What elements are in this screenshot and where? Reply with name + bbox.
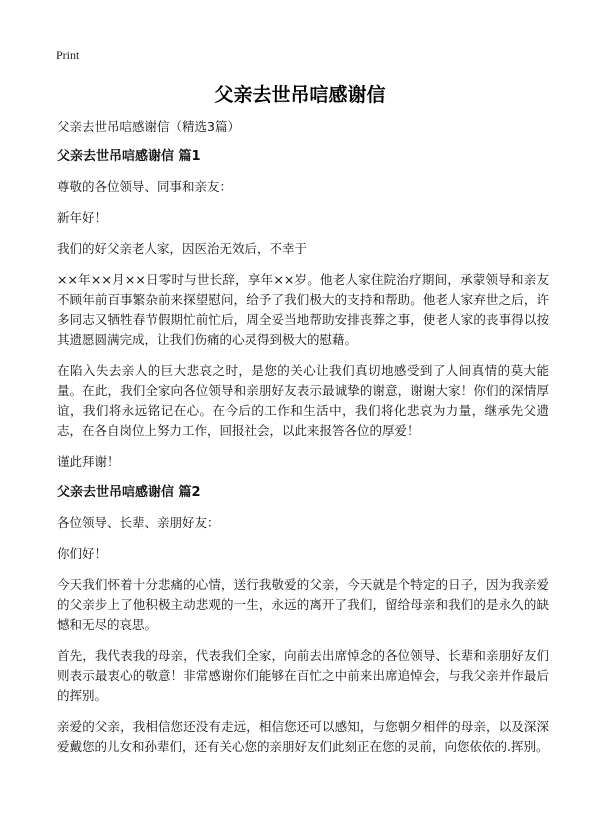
section-1 xyxy=(57,147,549,472)
article-body xyxy=(57,117,549,768)
body-paragraph: 我们的好父亲老人家，因医治无效后，不幸于 xyxy=(57,241,308,256)
greeting-paragraph: 新年好！ xyxy=(57,210,108,225)
body-paragraph: 今天我们怀着十分悲痛的心情，送行我敬爱的父亲，今天就是个特定的日子，因为我亲爱的父亲步上了他积极主动悲观的一生，永远的离开了我们，留给母亲和我们的是永久的缺憾和无尽的哀思。 xyxy=(57,577,549,632)
page-title: 父亲去世吊唁感谢信 xyxy=(214,84,386,106)
section-heading: 父亲去世吊唁感谢信 篇2 xyxy=(57,485,201,500)
body-paragraph: ××年××月××日零时与世长辞，享年××岁。他老人家住院治疗期间，承蒙领导和亲友不顾年前百事繁杂前来探望慰问，给予了我们极大的支持和帮助。他老人家弃世之后，许多同志又牺牲春节假期忙前忙后，周全妥当地帮助安排丧葬之事，使老人家的丧事得以按其遗愿圆满完成，让我们伤痛的心灵得到极大的慰藉。 xyxy=(57,272,549,347)
section-heading: 父亲去世吊唁感谢信 篇1 xyxy=(57,149,201,164)
salutation-paragraph: 各位领导、长辈、亲朋好友： xyxy=(57,515,220,530)
body-paragraph: 在陷入失去亲人的巨大悲哀之时，是您的关心让我们真切地感受到了人间真情的莫大能量。在此，我们全家向各位领导和亲朋好友表示最诚挚的谢意，谢谢大家！你们的深情厚谊，我们将永远铭记在心。在今后的工作和生活中，我们将化悲哀为力量，继承先父遗志，在各自岗位上努力工作，回报社会，以此来报答各位的厚爱！ xyxy=(57,363,549,438)
closing-paragraph: 谨此拜谢！ xyxy=(57,454,120,469)
salutation-paragraph: 尊敬的各位领导、同事和亲友： xyxy=(57,179,233,194)
body-paragraph: 亲爱的父亲，我相信您还没有走远，相信您还可以感知，与您朝夕相伴的母亲，以及深深爱戴您的儿女和孙辈们，还有关心您的亲朋好友们此刻正在您的灵前，向您依依的.挥别。 xyxy=(57,719,549,754)
article-subtitle: 父亲去世吊唁感谢信（精选3篇） xyxy=(57,119,240,134)
greeting-paragraph: 你们好！ xyxy=(57,546,108,561)
print-link[interactable]: Print xyxy=(56,48,80,62)
section-2 xyxy=(57,483,549,757)
body-paragraph: 首先，我代表我的母亲，代表我们全家，向前去出席悼念的各位领导、长辈和亲朋好友们则表示最衷心的敬意！非常感谢你们能够在百忙之中前来出席追悼会，与我父亲并作最后的挥别。 xyxy=(57,648,549,703)
